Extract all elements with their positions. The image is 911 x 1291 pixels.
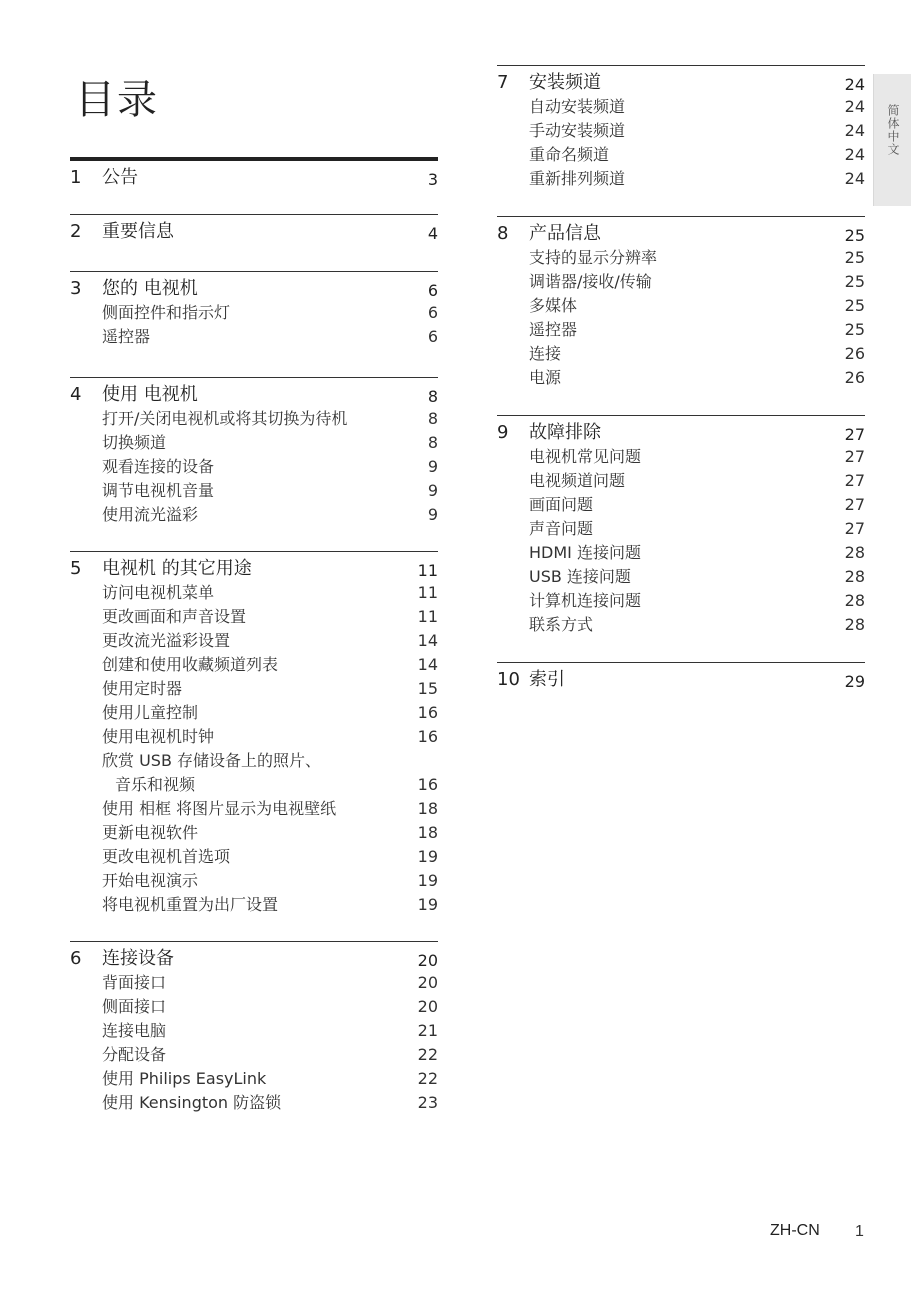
entry-page: 11: [417, 607, 438, 626]
entry-page: 28: [844, 567, 865, 586]
toc-entry[interactable]: [497, 366, 865, 390]
entry-title: 打开/关闭电视机或将其切换为待机: [102, 409, 348, 428]
entry-page: 26: [844, 368, 865, 387]
toc-entry[interactable]: [497, 493, 865, 517]
entry-page: 6: [427, 303, 438, 322]
toc-chapter-2: [70, 214, 438, 244]
entry-title: 重新排列频道: [529, 169, 626, 188]
chapter-entry[interactable]: [70, 947, 438, 971]
entry-title: 联系方式: [529, 615, 594, 634]
toc-entry[interactable]: [70, 995, 438, 1019]
entry-title: 访问电视机菜单: [102, 583, 215, 602]
toc-entry[interactable]: [497, 270, 865, 294]
entry-title: 电视机常见问题: [529, 447, 642, 466]
entry-title: 自动安装频道: [529, 97, 626, 116]
toc-entry[interactable]: [70, 701, 438, 725]
chapter-number: 5: [70, 558, 82, 579]
entry-page: 25: [844, 272, 865, 291]
toc-entry[interactable]: [497, 469, 865, 493]
chapter-entry[interactable]: [497, 421, 865, 445]
entry-title: 计算机连接问题: [529, 591, 642, 610]
entry-title: 电源: [529, 368, 562, 387]
chapter-page: 11: [417, 561, 438, 580]
toc-entry[interactable]: [70, 629, 438, 653]
entry-page: 11: [417, 583, 438, 602]
toc-entry[interactable]: [70, 407, 438, 431]
chapter-page: 3: [427, 170, 438, 189]
entry-title: 更改流光溢彩设置: [102, 631, 231, 650]
entry-title: 遥控器: [529, 320, 578, 339]
chapter-title: 使用 电视机: [102, 384, 198, 405]
section-divider: [70, 941, 438, 942]
entry-title: USB 连接问题: [529, 567, 631, 586]
entry-title: 侧面接口: [102, 997, 167, 1016]
chapter-number: 1: [70, 167, 82, 188]
page-title: 目录: [75, 77, 159, 123]
toc-chapter-8: [497, 216, 865, 390]
toc-entry[interactable]: [70, 301, 438, 325]
chapter-number: 2: [70, 221, 82, 242]
entry-page: 18: [417, 823, 438, 842]
entry-page: 20: [417, 973, 438, 992]
toc-entry[interactable]: [497, 517, 865, 541]
section-divider: [497, 216, 865, 217]
toc-entry[interactable]: [70, 325, 438, 349]
section-divider: [70, 551, 438, 552]
entry-title: 音乐和视频: [115, 775, 196, 794]
entry-page: 9: [427, 457, 438, 476]
toc-chapter-3: [70, 271, 438, 349]
chapter-number: 10: [497, 669, 520, 690]
entry-page: 24: [844, 121, 865, 140]
toc-entry[interactable]: [70, 971, 438, 995]
toc-entry[interactable]: [497, 95, 865, 119]
chapter-title: 您的 电视机: [102, 278, 198, 299]
entry-page: 22: [417, 1069, 438, 1088]
toc-chapter-1: [70, 157, 438, 190]
chapter-page: 24: [844, 75, 865, 94]
toc-entry[interactable]: [70, 1043, 438, 1067]
toc-entry[interactable]: [70, 845, 438, 869]
toc-entry[interactable]: [497, 143, 865, 167]
chapter-number: 8: [497, 223, 509, 244]
chapter-number: 6: [70, 948, 82, 969]
entry-page: 27: [844, 471, 865, 490]
entry-title: 分配设备: [102, 1045, 167, 1064]
toc-chapter-10: [497, 662, 865, 692]
entry-title: 使用电视机时钟: [102, 727, 215, 746]
chapter-number: 4: [70, 384, 82, 405]
chapter-page: 4: [427, 224, 438, 243]
entry-title: 将电视机重置为出厂设置: [102, 895, 279, 914]
entry-page: 21: [417, 1021, 438, 1040]
entry-title: 支持的显示分辨率: [529, 248, 658, 267]
toc-entry[interactable]: [70, 431, 438, 455]
entry-page: 14: [417, 631, 438, 650]
entry-title: 更新电视软件: [102, 823, 199, 842]
entry-title: 使用 Kensington 防盗锁: [102, 1093, 282, 1112]
entry-page: 28: [844, 543, 865, 562]
toc-entry[interactable]: [70, 605, 438, 629]
toc-entry[interactable]: [497, 294, 865, 318]
entry-page: 26: [844, 344, 865, 363]
entry-title: 遥控器: [102, 327, 151, 346]
entry-page: 8: [427, 409, 438, 428]
chapter-title: 故障排除: [529, 422, 601, 443]
chapter-page: 25: [844, 226, 865, 245]
entry-title: 多媒体: [529, 296, 578, 315]
toc-entry[interactable]: [70, 455, 438, 479]
toc-chapter-5: [70, 551, 438, 917]
toc-entry[interactable]: [497, 565, 865, 589]
entry-page: 27: [844, 447, 865, 466]
toc-entry[interactable]: [497, 541, 865, 565]
toc-entry[interactable]: [497, 318, 865, 342]
entry-page: 25: [844, 248, 865, 267]
toc-chapter-9: [497, 415, 865, 637]
entry-title: 更改画面和声音设置: [102, 607, 247, 626]
chapter-title: 产品信息: [529, 223, 601, 244]
chapter-entry[interactable]: [497, 71, 865, 95]
entry-title: 观看连接的设备: [102, 457, 215, 476]
entry-page: 14: [417, 655, 438, 674]
toc-entry[interactable]: [70, 821, 438, 845]
entry-title: HDMI 连接问题: [529, 543, 641, 562]
entry-title: 使用 Philips EasyLink: [102, 1069, 267, 1088]
chapter-title: 重要信息: [102, 221, 174, 242]
entry-page: 22: [417, 1045, 438, 1064]
chapter-title: 连接设备: [102, 948, 174, 969]
section-divider: [70, 157, 438, 161]
entry-page: 19: [417, 895, 438, 914]
section-divider: [497, 662, 865, 663]
entry-title: 侧面控件和指示灯: [102, 303, 231, 322]
toc-entry[interactable]: [70, 653, 438, 677]
chapter-entry[interactable]: [70, 383, 438, 407]
entry-title: 使用定时器: [102, 679, 183, 698]
entry-title: 调节电视机音量: [102, 481, 215, 500]
entry-title: 使用流光溢彩: [102, 505, 199, 524]
toc-entry[interactable]: [70, 1019, 438, 1043]
chapter-page: 29: [844, 672, 865, 691]
toc-entry[interactable]: [497, 246, 865, 270]
entry-page: 24: [844, 145, 865, 164]
entry-title: 使用儿童控制: [102, 703, 199, 722]
entry-title: 欣赏 USB 存储设备上的照片、: [102, 751, 322, 770]
toc-entry[interactable]: [497, 167, 865, 191]
entry-page: 9: [427, 505, 438, 524]
toc-entry[interactable]: [70, 773, 438, 797]
entry-page: 19: [417, 847, 438, 866]
section-divider: [70, 377, 438, 378]
toc-chapter-4: [70, 377, 438, 527]
toc-entry[interactable]: [70, 1091, 438, 1115]
language-tab[interactable]: [873, 74, 911, 206]
chapter-title: 安装频道: [529, 72, 601, 93]
toc-entry[interactable]: [70, 725, 438, 749]
chapter-page: 20: [417, 951, 438, 970]
entry-page: 16: [417, 727, 438, 746]
entry-title: 重命名频道: [529, 145, 610, 164]
toc-entry[interactable]: [497, 613, 865, 637]
chapter-number: 7: [497, 72, 509, 93]
toc-entry[interactable]: [70, 869, 438, 893]
language-tab-label: 简体中文: [886, 104, 900, 156]
entry-page: 28: [844, 591, 865, 610]
chapter-page: 6: [427, 281, 438, 300]
section-divider: [497, 415, 865, 416]
toc-entry[interactable]: [70, 677, 438, 701]
toc-entry[interactable]: [70, 797, 438, 821]
toc-entry[interactable]: [497, 589, 865, 613]
chapter-entry[interactable]: [70, 557, 438, 581]
chapter-entry[interactable]: [70, 220, 438, 244]
chapter-page: 8: [427, 387, 438, 406]
entry-page: 25: [844, 296, 865, 315]
entry-page: 6: [427, 327, 438, 346]
toc-entry[interactable]: [70, 1067, 438, 1091]
entry-page: 16: [417, 703, 438, 722]
entry-page: 28: [844, 615, 865, 634]
entry-page: 24: [844, 97, 865, 116]
chapter-entry[interactable]: [70, 277, 438, 301]
entry-page: 8: [427, 433, 438, 452]
toc-entry[interactable]: [497, 119, 865, 143]
toc-chapter-6: [70, 941, 438, 1115]
chapter-title: 电视机 的其它用途: [102, 558, 252, 579]
footer-language-code: ZH-CN: [770, 1222, 820, 1239]
toc-entry[interactable]: [70, 503, 438, 527]
entry-title: 声音问题: [529, 519, 594, 538]
toc-entry[interactable]: [497, 445, 865, 469]
entry-page: 15: [417, 679, 438, 698]
chapter-entry[interactable]: [497, 668, 865, 692]
entry-title: 更改电视机首选项: [102, 847, 231, 866]
toc-entry[interactable]: [70, 893, 438, 917]
chapter-entry[interactable]: [70, 166, 438, 190]
entry-title: 连接电脑: [102, 1021, 167, 1040]
entry-page: 19: [417, 871, 438, 890]
entry-page: 16: [417, 775, 438, 794]
entry-page: 9: [427, 481, 438, 500]
chapter-entry[interactable]: [497, 222, 865, 246]
chapter-page: 27: [844, 425, 865, 444]
entry-title: 电视频道问题: [529, 471, 626, 490]
entry-page: 23: [417, 1093, 438, 1112]
toc-entry[interactable]: [497, 342, 865, 366]
entry-page: 24: [844, 169, 865, 188]
entry-title: 手动安装频道: [529, 121, 626, 140]
entry-title: 调谐器/接收/传输: [529, 272, 652, 291]
section-divider: [70, 271, 438, 272]
chapter-number: 3: [70, 278, 82, 299]
entry-title: 背面接口: [102, 973, 167, 992]
toc-entry[interactable]: [70, 581, 438, 605]
entry-title: 开始电视演示: [102, 871, 199, 890]
entry-page: 18: [417, 799, 438, 818]
toc-entry[interactable]: [70, 479, 438, 503]
chapter-title: 索引: [529, 669, 565, 690]
chapter-number: 9: [497, 422, 509, 443]
toc-chapter-7: [497, 65, 865, 191]
entry-title: 连接: [529, 344, 562, 363]
entry-title: 切换频道: [102, 433, 167, 452]
section-divider: [70, 214, 438, 215]
toc-entry[interactable]: [70, 749, 438, 773]
entry-title: 使用 相框 将图片显示为电视壁纸: [102, 799, 337, 818]
section-divider: [497, 65, 865, 66]
entry-page: 27: [844, 495, 865, 514]
entry-title: 创建和使用收藏频道列表: [102, 655, 279, 674]
entry-page: 20: [417, 997, 438, 1016]
footer-page-number: 1: [855, 1223, 864, 1240]
entry-page: 25: [844, 320, 865, 339]
entry-page: 27: [844, 519, 865, 538]
chapter-title: 公告: [102, 167, 138, 188]
entry-title: 画面问题: [529, 495, 594, 514]
